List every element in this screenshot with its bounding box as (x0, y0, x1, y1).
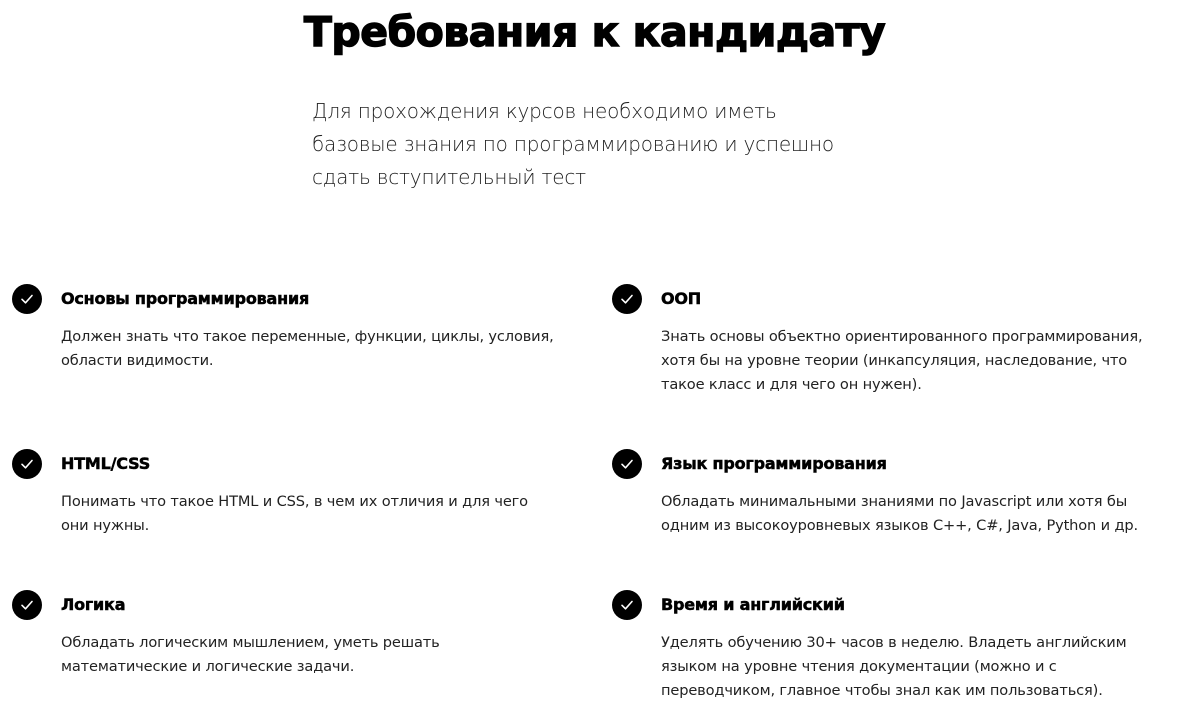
description-line: Обладать минимальными знаниями по Javascript или хотя бы (661, 493, 1128, 510)
requirement-title: HTML/CSS (61, 454, 151, 473)
check-circle-icon (612, 590, 642, 620)
description-line: такое класс и для чего он нужен). (661, 376, 922, 393)
description-line: математические и логические задачи. (61, 658, 355, 675)
description-line: они нужны. (61, 517, 150, 534)
check-circle-icon (12, 590, 42, 620)
requirement-description (61, 325, 554, 373)
description-line: Знать основы объектно ориентированного программирования, (661, 328, 1143, 345)
requirement-description (661, 325, 1142, 397)
page-title: Требования к кандидату (303, 8, 886, 56)
requirement-description (661, 631, 1126, 703)
description-line: одним из высокоуровневых языков C++, C#, Java, Python и др. (661, 517, 1139, 534)
requirement-title: Язык программирования (661, 454, 887, 473)
check-circle-icon (12, 449, 42, 479)
description-line: Должен знать что такое переменные, функции, циклы, условия, (61, 328, 554, 345)
description-line: Уделять обучению 30+ часов в неделю. Владеть английским (661, 634, 1127, 651)
intro-line: базовые знания по программированию и успешно (312, 132, 834, 156)
requirement-title: Логика (61, 595, 126, 614)
check-circle-icon (612, 284, 642, 314)
requirement-title: Основы программирования (61, 289, 310, 308)
description-line: Понимать что такое HTML и CSS, в чем их отличия и для чего (61, 493, 528, 510)
description-line: области видимости. (61, 352, 214, 369)
description-line: переводчиком, главное чтобы знал как им пользоваться). (661, 682, 1103, 699)
description-line: хотя бы на уровне теории (инкапсуляция, наследование, что (661, 352, 1128, 369)
requirement-title: ООП (661, 289, 701, 308)
requirement-title: Время и английский (661, 595, 845, 614)
intro-text (312, 95, 892, 194)
requirement-description (61, 631, 440, 679)
requirement-description (661, 490, 1138, 538)
description-line: Обладать логическим мышлением, уметь решать (61, 634, 440, 651)
requirement-description (61, 490, 528, 538)
intro-line: сдать вступительный тест (312, 165, 586, 189)
description-line: языком на уровне чтения документации (можно и с (661, 658, 1057, 675)
intro-line: Для прохождения курсов необходимо иметь (312, 99, 777, 123)
check-circle-icon (12, 284, 42, 314)
check-circle-icon (612, 449, 642, 479)
